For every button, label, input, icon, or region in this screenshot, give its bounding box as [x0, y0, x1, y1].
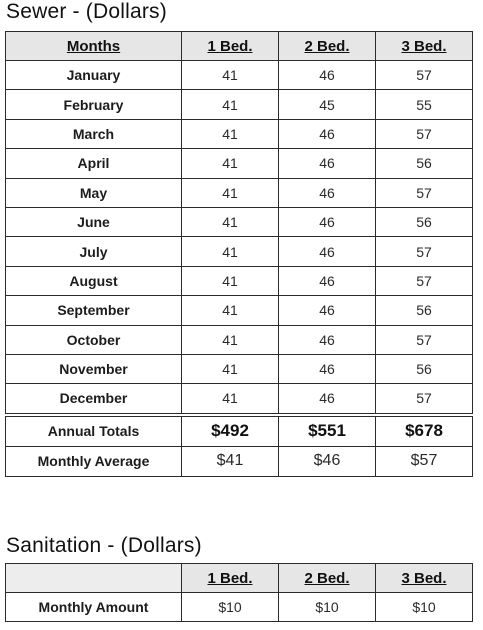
amount-1-bed: $10	[182, 593, 279, 622]
cell-2-bed: 45	[279, 90, 376, 119]
cell-1-bed: 41	[182, 266, 279, 295]
header-2-bed: 2 Bed.	[279, 32, 376, 61]
table-row	[6, 354, 473, 383]
month-label: October	[6, 325, 182, 354]
cell-1-bed: 41	[182, 325, 279, 354]
month-label: January	[6, 61, 182, 90]
table-row	[6, 119, 473, 148]
cell-2-bed: 46	[279, 354, 376, 383]
cell-2-bed: 46	[279, 119, 376, 148]
table-row	[6, 90, 473, 119]
cell-2-bed: 46	[279, 296, 376, 325]
cell-3-bed: 57	[376, 119, 473, 148]
table-row	[6, 207, 473, 236]
month-label: August	[6, 266, 182, 295]
annual-totals-row	[6, 415, 473, 447]
cell-3-bed: 55	[376, 90, 473, 119]
cell-3-bed: 57	[376, 384, 473, 415]
header-3-bed: 3 Bed.	[376, 564, 473, 593]
sanitation-table	[5, 563, 473, 622]
total-2-bed: $551	[279, 415, 376, 447]
cell-1-bed: 41	[182, 178, 279, 207]
header-blank	[6, 564, 182, 593]
cell-2-bed: 46	[279, 61, 376, 90]
average-3-bed: $57	[376, 446, 473, 476]
sewer-table	[5, 31, 473, 477]
header-2-bed: 2 Bed.	[279, 564, 376, 593]
amount-2-bed: $10	[279, 593, 376, 622]
cell-3-bed: 57	[376, 325, 473, 354]
header-months: Months	[6, 32, 182, 61]
month-label: June	[6, 207, 182, 236]
total-3-bed: $678	[376, 415, 473, 447]
cell-1-bed: 41	[182, 119, 279, 148]
cell-3-bed: 57	[376, 266, 473, 295]
month-label: March	[6, 119, 182, 148]
cell-2-bed: 46	[279, 178, 376, 207]
cell-1-bed: 41	[182, 296, 279, 325]
monthly-average-row	[6, 446, 473, 476]
table-row	[6, 266, 473, 295]
cell-3-bed: 57	[376, 61, 473, 90]
cell-1-bed: 41	[182, 149, 279, 178]
cell-2-bed: 46	[279, 384, 376, 415]
table-row	[6, 384, 473, 415]
total-1-bed: $492	[182, 415, 279, 447]
sewer-header-row	[6, 32, 473, 61]
cell-3-bed: 56	[376, 296, 473, 325]
table-row	[6, 325, 473, 354]
header-3-bed: 3 Bed.	[376, 32, 473, 61]
table-row	[6, 296, 473, 325]
sewer-title: Sewer - (Dollars)	[6, 0, 167, 23]
annual-totals-label: Annual Totals	[6, 415, 182, 447]
table-row	[6, 178, 473, 207]
month-label: November	[6, 354, 182, 383]
cell-2-bed: 46	[279, 207, 376, 236]
cell-1-bed: 41	[182, 207, 279, 236]
cell-2-bed: 46	[279, 266, 376, 295]
month-label: May	[6, 178, 182, 207]
month-label: February	[6, 90, 182, 119]
cell-2-bed: 46	[279, 237, 376, 266]
table-row	[6, 61, 473, 90]
cell-3-bed: 57	[376, 237, 473, 266]
sanitation-title: Sanitation - (Dollars)	[6, 534, 202, 557]
monthly-average-label: Monthly Average	[6, 446, 182, 476]
header-1-bed: 1 Bed.	[182, 564, 279, 593]
average-1-bed: $41	[182, 446, 279, 476]
amount-3-bed: $10	[376, 593, 473, 622]
cell-1-bed: 41	[182, 384, 279, 415]
cell-2-bed: 46	[279, 325, 376, 354]
cell-1-bed: 41	[182, 354, 279, 383]
sanitation-header-row	[6, 564, 473, 593]
monthly-amount-label: Monthly Amount	[6, 593, 182, 622]
month-label: September	[6, 296, 182, 325]
cell-3-bed: 56	[376, 354, 473, 383]
cell-2-bed: 46	[279, 149, 376, 178]
cell-3-bed: 56	[376, 149, 473, 178]
cell-3-bed: 56	[376, 207, 473, 236]
month-label: December	[6, 384, 182, 415]
header-1-bed: 1 Bed.	[182, 32, 279, 61]
table-row	[6, 237, 473, 266]
monthly-amount-row	[6, 593, 473, 622]
month-label: April	[6, 149, 182, 178]
cell-1-bed: 41	[182, 90, 279, 119]
table-row	[6, 149, 473, 178]
cell-1-bed: 41	[182, 61, 279, 90]
cell-3-bed: 57	[376, 178, 473, 207]
month-label: July	[6, 237, 182, 266]
average-2-bed: $46	[279, 446, 376, 476]
cell-1-bed: 41	[182, 237, 279, 266]
